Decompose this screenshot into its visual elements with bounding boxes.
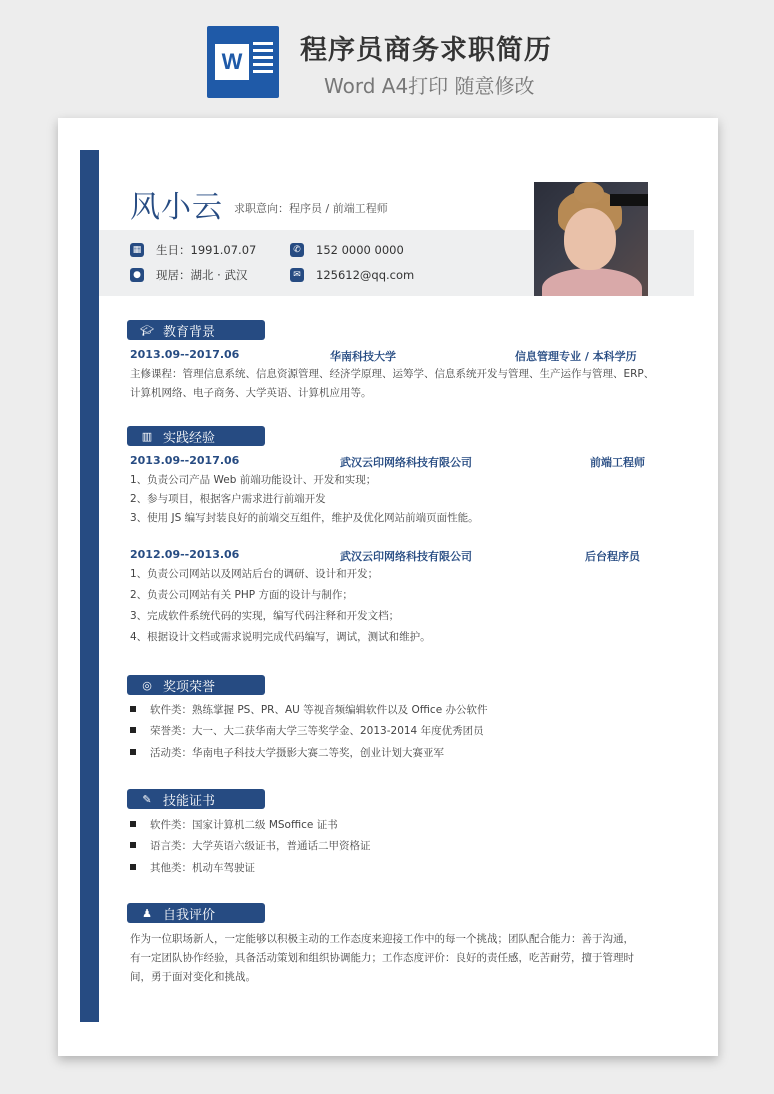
graduation-cap-icon: 🎓︎ xyxy=(140,323,154,337)
mail-icon: ✉ xyxy=(290,268,304,282)
self-eval-line: 作为一位职场新人，一定能够以积极主动的工作态度来迎接工作中的每一个挑战；团队配合能力：善于沟通， xyxy=(130,933,634,945)
job-row xyxy=(130,548,675,564)
section-title: 自我评价 xyxy=(163,907,216,923)
job-company: 武汉云印网络科技有限公司 xyxy=(340,456,472,469)
list-item xyxy=(130,701,488,717)
calendar-icon: ▦ xyxy=(130,243,144,257)
section-title: 教育背景 xyxy=(163,324,216,340)
banner-subtitle: Word A4打印 随意修改 xyxy=(324,74,535,98)
list-item xyxy=(130,722,484,738)
banner xyxy=(0,0,774,110)
location: 现居：湖北 · 武汉 xyxy=(156,268,248,282)
medal-icon: ◎ xyxy=(142,678,152,692)
self-eval-line: 间，勇于面对变化和挑战。 xyxy=(130,971,256,983)
profile-photo xyxy=(534,182,648,296)
location-row xyxy=(130,265,247,285)
job-period: 2013.09--2017.06 xyxy=(130,454,240,467)
phone-row xyxy=(290,240,404,260)
edu-courses-line-1: 主修课程：管理信息系统、信息资源管理、经济学原理、运筹学、信息系统开发与管理、生产运作与管理、ERP、 xyxy=(130,368,655,380)
bar-chart-icon: ▥ xyxy=(141,429,153,443)
list-item: 3、使用 JS 编写封装良好的前端交互组件，维护及优化网站前端页面性能。 xyxy=(130,512,479,524)
location-icon: ● xyxy=(130,268,144,282)
list-item: 4、根据设计文档或需求说明完成代码编写，调试，测试和维护。 xyxy=(130,631,431,643)
resume-page xyxy=(58,118,718,1056)
job-role: 后台程序员 xyxy=(585,550,640,563)
list-item: 3、完成软件系统代码的实现，编写代码注释和开发文档； xyxy=(130,610,400,622)
section-self-eval xyxy=(127,903,265,923)
edu-school: 华南科技大学 xyxy=(330,350,396,363)
phone: 152 0000 0000 xyxy=(316,243,404,257)
list-item xyxy=(130,816,338,832)
phone-icon: ✆ xyxy=(290,243,304,257)
list-item: 2、参与项目，根据客户需求进行前端开发 xyxy=(130,493,326,505)
section-title: 奖项荣誉 xyxy=(163,679,216,695)
job-role: 前端工程师 xyxy=(590,456,645,469)
self-eval-text xyxy=(130,930,690,987)
edu-courses-line-2: 计算机网络、电子商务、大学英语、计算机应用等。 xyxy=(130,387,372,399)
skill-text: 语言类：大学英语六级证书，普通话二甲资格证 xyxy=(150,839,371,852)
skill-text: 软件类：国家计算机二级 MSoffice 证书 xyxy=(150,818,338,831)
birthday-row xyxy=(130,240,256,260)
list-item: 1、负责公司网站以及网站后台的调研、设计和开发； xyxy=(130,568,379,580)
job-row xyxy=(130,454,675,470)
edu-courses xyxy=(130,365,690,403)
list-item xyxy=(130,744,444,760)
accent-sidebar xyxy=(80,150,99,1022)
list-item xyxy=(130,837,371,853)
edu-period: 2013.09--2017.06 xyxy=(130,348,240,361)
job-company: 武汉云印网络科技有限公司 xyxy=(340,550,472,563)
section-title: 实践经验 xyxy=(163,430,216,446)
self-eval-line: 有一定团队协作经验，具备活动策划和组织协调能力；工作态度评价：良好的责任感，吃苦耐劳，擅于管理时 xyxy=(130,952,634,964)
skill-text: 其他类：机动车驾驶证 xyxy=(150,861,255,874)
email-row xyxy=(290,265,414,285)
list-item: 2、负责公司网站有关 PHP 方面的设计与制作； xyxy=(130,589,353,601)
word-icon-letter: W xyxy=(215,44,249,80)
banner-title: 程序员商务求职简历 xyxy=(300,35,552,66)
email: 125612@qq.com xyxy=(316,268,415,282)
candidate-name: 风小云 xyxy=(130,190,223,225)
section-awards xyxy=(127,675,265,695)
award-text: 活动类：华南电子科技大学摄影大赛二等奖，创业计划大赛亚军 xyxy=(150,746,444,759)
award-text: 荣誉类：大一、大二获华南大学三等奖学金、2013-2014 年度优秀团员 xyxy=(150,724,484,737)
job-period: 2012.09--2013.06 xyxy=(130,548,240,561)
section-experience xyxy=(127,426,265,446)
birthday: 生日：1991.07.07 xyxy=(156,243,257,257)
section-skills xyxy=(127,789,265,809)
list-item xyxy=(130,859,255,875)
job-intent: 求职意向：程序员 / 前端工程师 xyxy=(234,202,388,215)
edu-major: 信息管理专业 / 本科学历 xyxy=(515,350,637,363)
section-education xyxy=(127,320,265,340)
education-row xyxy=(130,348,675,364)
award-text: 软件类：熟练掌握 PS、PR、AU 等视音频编辑软件以及 Office 办公软件 xyxy=(150,703,488,716)
person-icon: ♟ xyxy=(142,906,152,920)
section-title: 技能证书 xyxy=(163,793,216,809)
badge-icon: ✎ xyxy=(142,792,152,806)
job-duties xyxy=(130,564,690,648)
job-duties xyxy=(130,471,690,528)
word-icon xyxy=(207,26,279,98)
list-item: 1、负责公司产品 Web 前端功能设计、开发和实现； xyxy=(130,474,377,486)
